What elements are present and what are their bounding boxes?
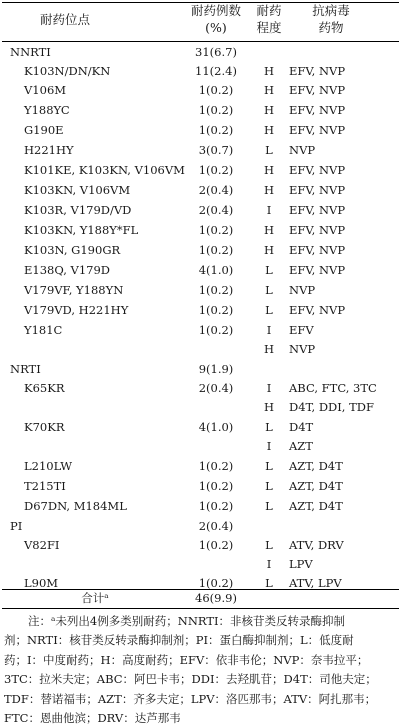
cell-degree: L bbox=[265, 263, 273, 277]
cell-site: NRTI bbox=[10, 362, 41, 376]
header-cases-line1: 耐药例数 bbox=[190, 3, 241, 18]
cell-drug: ATV, DRV bbox=[289, 538, 344, 552]
cell-site: E138Q, V179D bbox=[24, 263, 110, 277]
cell-degree: H bbox=[263, 243, 275, 257]
cell-degree: H bbox=[263, 64, 275, 78]
cell-site: K103KN, V106VM bbox=[24, 183, 131, 197]
cell-drug: EFV, NVP bbox=[289, 223, 346, 237]
cell-degree: L bbox=[265, 303, 273, 317]
cell-cases: 2(0.4) bbox=[198, 381, 234, 395]
cell-degree: I bbox=[266, 323, 272, 337]
cell-degree: H bbox=[263, 400, 275, 414]
cell-degree: L bbox=[265, 143, 273, 157]
cell-site: Y181C bbox=[24, 323, 63, 337]
cell-cases: 1(0.2) bbox=[198, 103, 234, 117]
cell-site: T215TI bbox=[24, 479, 66, 493]
cell-site: G190E bbox=[24, 123, 64, 137]
cell-cases: 1(0.2) bbox=[198, 576, 234, 590]
cell-degree: L bbox=[265, 538, 273, 552]
header-degree-line1: 耐药 bbox=[256, 3, 282, 18]
cell-degree: H bbox=[263, 123, 275, 137]
cell-site: V82FI bbox=[24, 538, 60, 552]
table-footnote bbox=[4, 612, 396, 728]
cell-degree: I bbox=[266, 557, 272, 571]
header-site: 耐药位点 bbox=[40, 12, 91, 27]
cell-site: V179VD, H221HY bbox=[24, 303, 129, 317]
cell-degree: L bbox=[265, 499, 273, 513]
cell-site: K103KN, Y188Y*FL bbox=[24, 223, 139, 237]
cell-drug: AZT, D4T bbox=[289, 479, 343, 493]
cell-site: K70KR bbox=[24, 420, 65, 434]
cell-site: K103N/DN/KN bbox=[24, 64, 111, 78]
cell-site: Y188YC bbox=[24, 103, 70, 117]
cell-drug: EFV, NVP bbox=[289, 263, 346, 277]
cell-cases: 2(0.4) bbox=[198, 203, 234, 217]
cell-cases: 2(0.4) bbox=[198, 519, 234, 533]
cell-site: NNRTI bbox=[10, 45, 51, 59]
cell-drug: NVP bbox=[289, 342, 316, 356]
cell-drug: EFV, NVP bbox=[289, 123, 346, 137]
cell-cases: 1(0.2) bbox=[198, 243, 234, 257]
header-rule bbox=[2, 41, 399, 42]
cell-cases: 1(0.2) bbox=[198, 538, 234, 552]
cell-drug: NVP bbox=[289, 143, 316, 157]
cell-drug: EFV, NVP bbox=[289, 203, 346, 217]
cell-degree: L bbox=[265, 479, 273, 493]
cell-drug: EFV, NVP bbox=[289, 243, 346, 257]
cell-degree: H bbox=[263, 342, 275, 356]
cell-drug: AZT, D4T bbox=[289, 459, 343, 473]
cell-site: K103N, G190GR bbox=[24, 243, 121, 257]
cell-cases: 31(6.7) bbox=[195, 45, 237, 59]
cell-drug: EFV, NVP bbox=[289, 183, 346, 197]
cell-cases: 3(0.7) bbox=[198, 143, 234, 157]
cell-cases: 4(1.0) bbox=[198, 263, 234, 277]
cell-cases: 1(0.2) bbox=[198, 83, 234, 97]
cell-site: V179VF, Y188YN bbox=[24, 283, 124, 297]
cell-drug: EFV, NVP bbox=[289, 303, 346, 317]
cell-drug: EFV bbox=[289, 323, 314, 337]
cell-drug: AZT, D4T bbox=[289, 499, 343, 513]
cell-cases: 1(0.2) bbox=[198, 223, 234, 237]
cell-site: K65KR bbox=[24, 381, 65, 395]
cell-degree: I bbox=[266, 381, 272, 395]
cell-drug: EFV, NVP bbox=[289, 103, 346, 117]
cell-drug: D4T bbox=[289, 420, 314, 434]
cell-degree: L bbox=[265, 283, 273, 297]
footnote-line: 药；I：中度耐药；H：高度耐药；EFV：依非韦伦；NVP：奈韦拉平； bbox=[4, 652, 369, 667]
header-drug-line1: 抗病毒 bbox=[312, 3, 350, 18]
cell-degree: H bbox=[263, 223, 275, 237]
cell-cases: 1(0.2) bbox=[198, 479, 234, 493]
cell-degree: L bbox=[265, 420, 273, 434]
cell-site: V106M bbox=[24, 83, 67, 97]
cell-site: K101KE, K103KN, V106VM bbox=[24, 163, 185, 177]
header-cases-line2: (%) bbox=[205, 20, 227, 35]
footnote-line: FTC：恩曲他滨；DRV：达芦那韦 bbox=[4, 711, 181, 726]
cell-drug: EFV, NVP bbox=[289, 83, 346, 97]
cell-degree: H bbox=[263, 83, 275, 97]
cell-site: H221HY bbox=[24, 143, 74, 157]
cell-degree: I bbox=[266, 439, 272, 453]
cell-degree: I bbox=[266, 203, 272, 217]
total-cases: 46(9.9) bbox=[195, 591, 237, 605]
total-label: 合计ᵃ bbox=[81, 591, 109, 605]
cell-cases: 1(0.2) bbox=[198, 123, 234, 137]
cell-cases: 1(0.2) bbox=[198, 163, 234, 177]
cell-drug: ABC, FTC, 3TC bbox=[289, 381, 377, 395]
cell-cases: 11(2.4) bbox=[195, 64, 237, 78]
cell-cases: 1(0.2) bbox=[198, 283, 234, 297]
cell-drug: EFV, NVP bbox=[289, 64, 346, 78]
footnote-line: 注：ᵃ未列出4例多类别耐药；NNRTI：非核苷类反转录酶抑制 bbox=[28, 614, 346, 628]
cell-cases: 4(1.0) bbox=[198, 420, 234, 434]
cell-cases: 1(0.2) bbox=[198, 459, 234, 473]
cell-cases: 9(1.9) bbox=[198, 362, 234, 376]
cell-cases: 1(0.2) bbox=[198, 323, 234, 337]
cell-site: D67DN, M184ML bbox=[24, 499, 127, 513]
cell-degree: L bbox=[265, 459, 273, 473]
cell-drug: NVP bbox=[289, 283, 316, 297]
cell-degree: L bbox=[265, 576, 273, 590]
header-degree-line2: 程度 bbox=[256, 20, 282, 35]
footnote-line: 剂；NRTI：核苷类反转录酶抑制剂；PI：蛋白酶抑制剂；L：低度耐 bbox=[4, 633, 354, 648]
cell-site: L90M bbox=[24, 576, 59, 590]
cell-site: L210LW bbox=[24, 459, 73, 473]
cell-drug: EFV, NVP bbox=[289, 163, 346, 177]
cell-site: PI bbox=[10, 519, 23, 533]
cell-cases: 1(0.2) bbox=[198, 303, 234, 317]
cell-cases: 2(0.4) bbox=[198, 183, 234, 197]
footnote-line: 3TC：拉米夫定；ABC：阿巴卡韦；DDI：去羟肌苷；D4T：司他夫定； bbox=[4, 672, 377, 687]
cell-drug: ATV, LPV bbox=[289, 576, 342, 590]
cell-drug: LPV bbox=[289, 557, 313, 571]
footnote-line: TDF：替诺福韦；AZT：齐多夫定；LPV：洛匹那韦；ATV：阿扎那韦； bbox=[4, 691, 377, 706]
header-drug-line2: 药物 bbox=[318, 20, 344, 35]
cell-cases: 1(0.2) bbox=[198, 499, 234, 513]
total-bottom-rule bbox=[2, 608, 399, 609]
cell-degree: H bbox=[263, 163, 275, 177]
cell-drug: AZT bbox=[289, 439, 313, 453]
cell-degree: H bbox=[263, 103, 275, 117]
cell-drug: D4T, DDI, TDF bbox=[289, 400, 374, 414]
cell-degree: H bbox=[263, 183, 275, 197]
cell-site: K103R, V179D/VD bbox=[24, 203, 132, 217]
